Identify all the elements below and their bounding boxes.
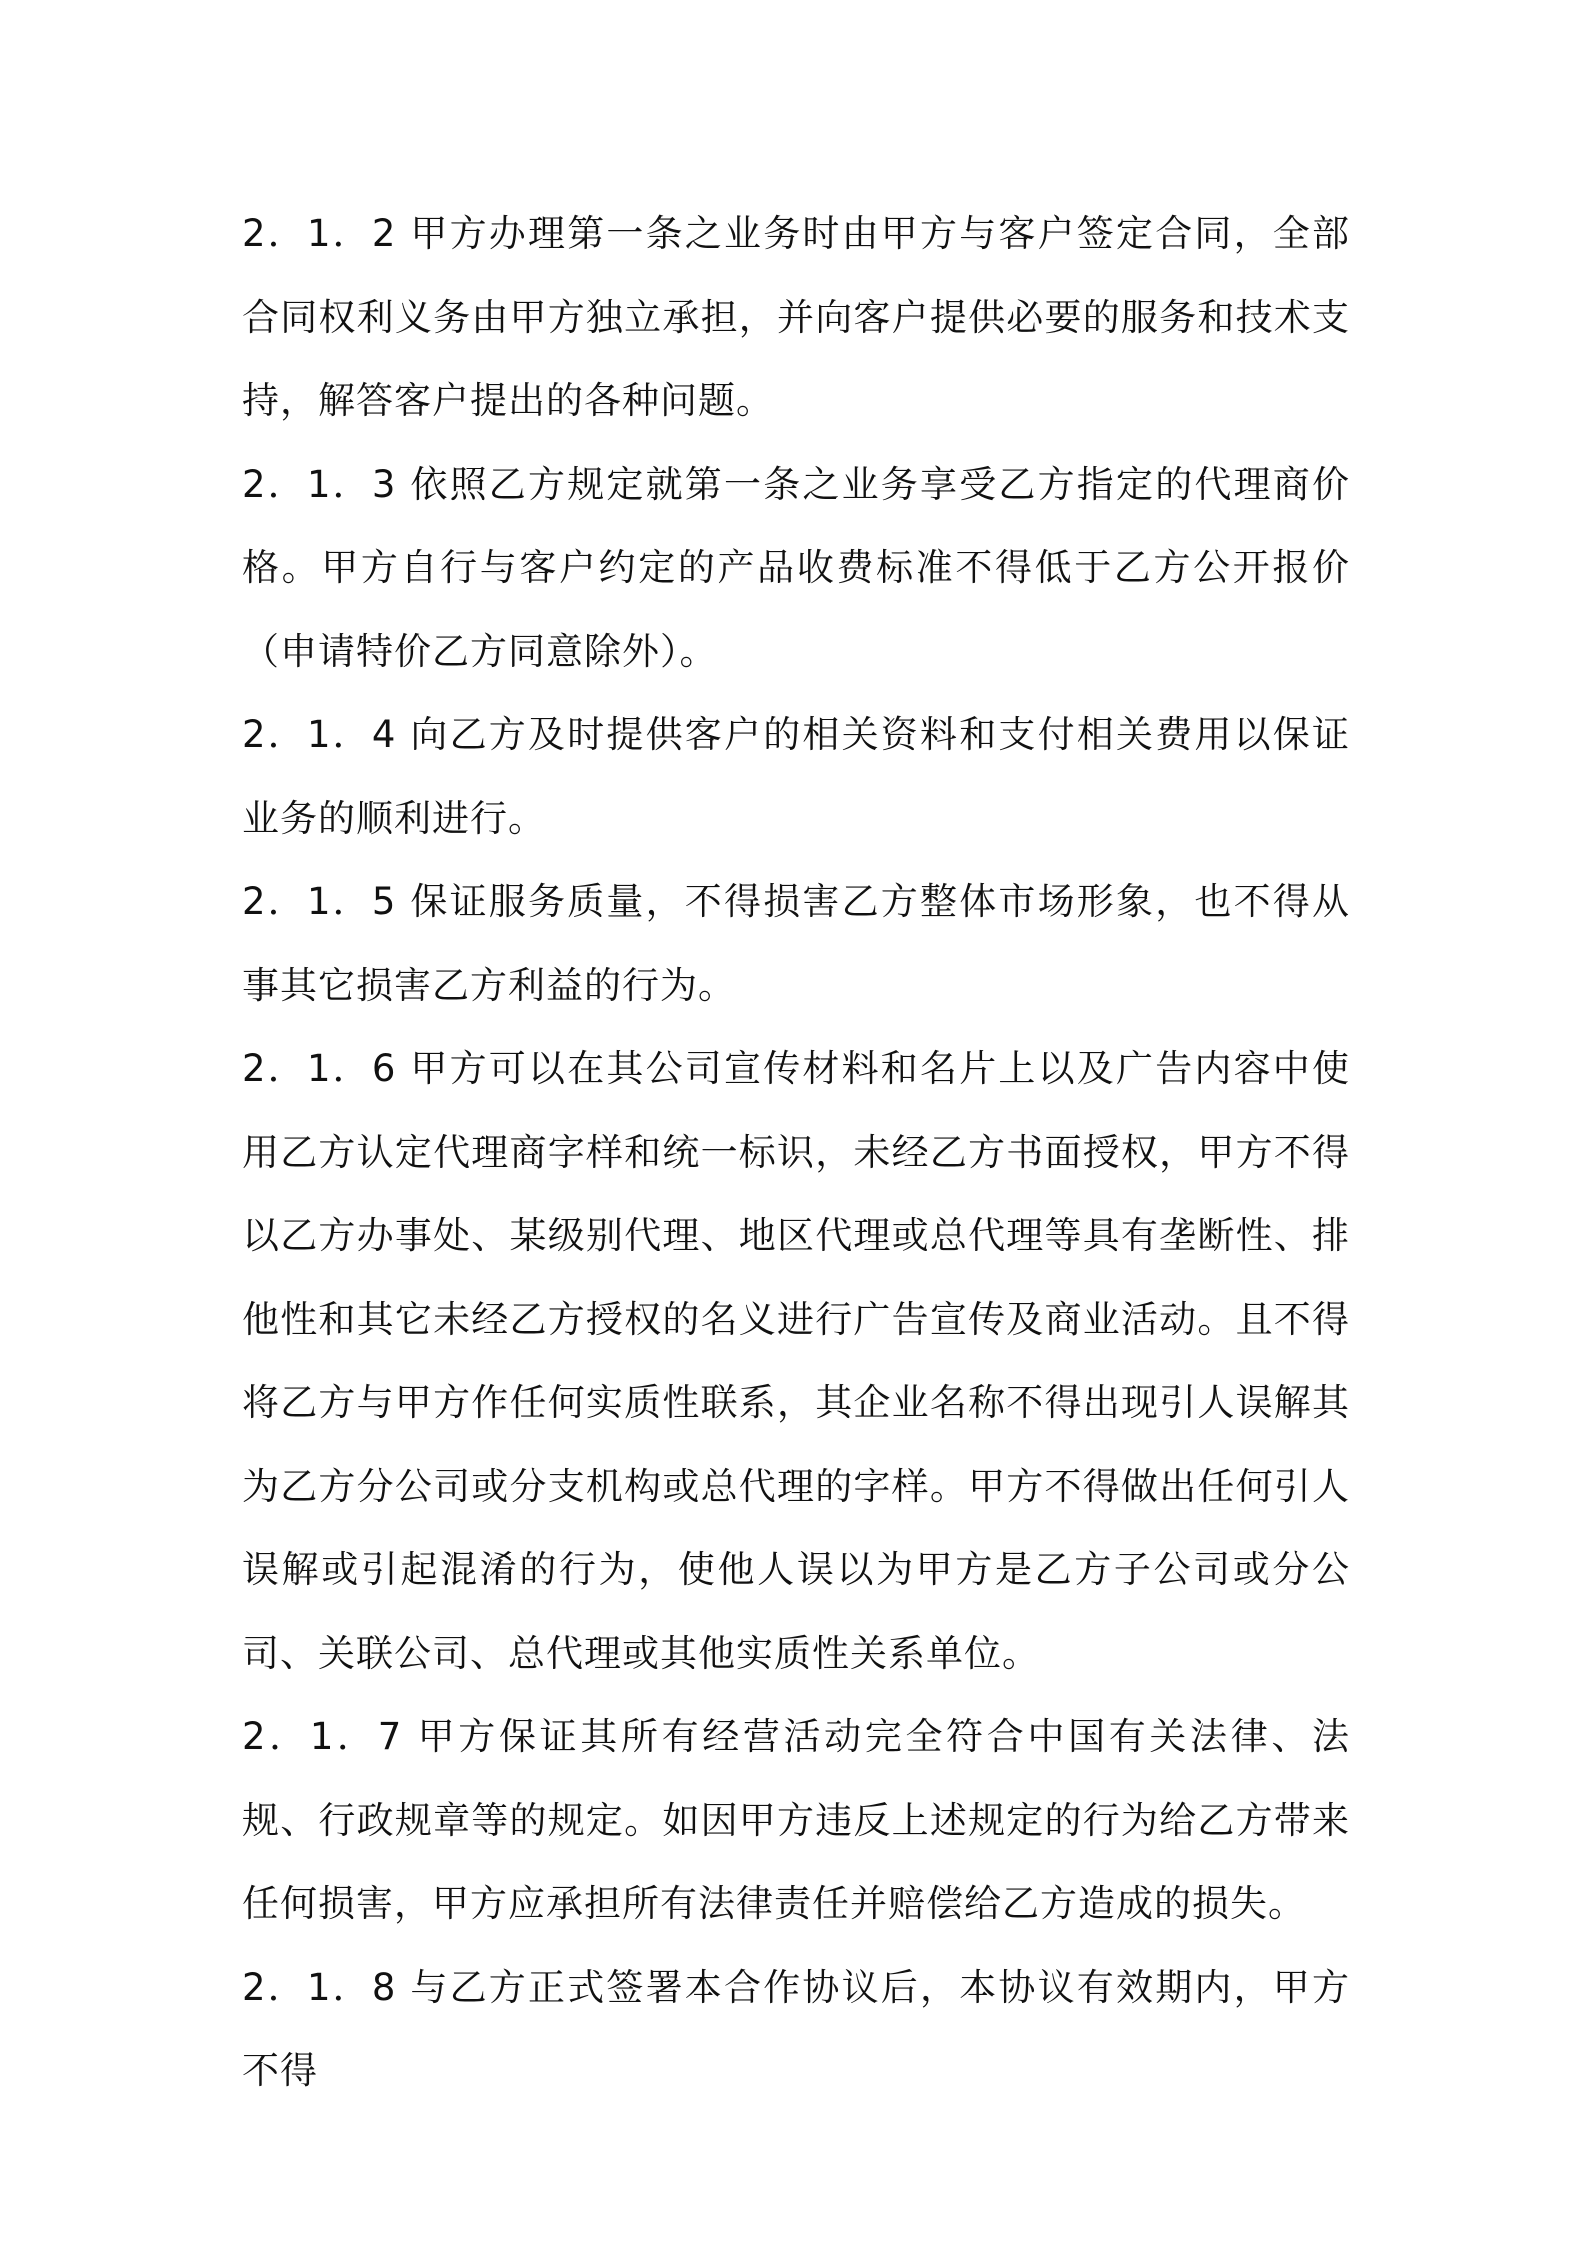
clause-text: 向乙方及时提供客户的相关资料和支付相关费用以保证业务的顺利进行。 bbox=[242, 713, 1350, 840]
clause-2-1-4 bbox=[242, 693, 1350, 860]
clause-2-1-7 bbox=[242, 1695, 1350, 1946]
clause-2-1-6 bbox=[242, 1027, 1350, 1695]
clause-text: 甲方可以在其公司宣传材料和名片上以及广告内容中使用乙方认定代理商字样和统一标识，未经乙方书面授权，甲方不得以乙方办事处、某级别代理、地区代理或总代理等具有垄断性、排他性和其它未经乙方授权的名义进行广告宣传及商业活动。且不得将乙方与甲方作任何实质性联系，其企业名称不得出现引人误解其为乙方分公司或分支机构或总代理的字样。甲方不得做出任何引人误解或引起混淆的行为，使他人误以为甲方是乙方子公司或分公司、关联公司、总代理或其他实质性关系单位。 bbox=[242, 1047, 1350, 1675]
clause-number: 2．1．2 bbox=[242, 212, 411, 255]
clause-number: 2．1．4 bbox=[242, 713, 411, 756]
clause-number: 2．1．6 bbox=[242, 1047, 411, 1090]
clause-text: 与乙方正式签署本合作协议后，本协议有效期内，甲方不得 bbox=[242, 1965, 1350, 2092]
clause-2-1-8 bbox=[242, 1946, 1350, 2113]
clause-2-1-2 bbox=[242, 192, 1350, 443]
clause-number: 2．1．8 bbox=[242, 1965, 411, 2009]
clause-2-1-3 bbox=[242, 443, 1350, 694]
clause-text: 甲方保证其所有经营活动完全符合中国有关法律、法规、行政规章等的规定。如因甲方违反上述规定的行为给乙方带来任何损害，甲方应承担所有法律责任并赔偿给乙方造成的损失。 bbox=[242, 1715, 1351, 1925]
clause-number: 2．1．3 bbox=[242, 462, 411, 506]
clause-2-1-5 bbox=[242, 860, 1350, 1027]
document-body bbox=[242, 192, 1350, 2113]
clause-number: 2．1．7 bbox=[242, 1715, 418, 1758]
clause-text: 依照乙方规定就第一条之业务享受乙方指定的代理商价格。甲方自行与客户约定的产品收费标准不得低于乙方公开报价（申请特价乙方同意除外）。 bbox=[242, 462, 1350, 673]
clause-text: 保证服务质量，不得损害乙方整体市场形象，也不得从事其它损害乙方利益的行为。 bbox=[242, 880, 1350, 1007]
clause-number: 2．1．5 bbox=[242, 880, 411, 923]
clause-text: 甲方办理第一条之业务时由甲方与客户签定合同，全部合同权利义务由甲方独立承担，并向客户提供必要的服务和技术支持，解答客户提出的各种问题。 bbox=[242, 212, 1350, 422]
